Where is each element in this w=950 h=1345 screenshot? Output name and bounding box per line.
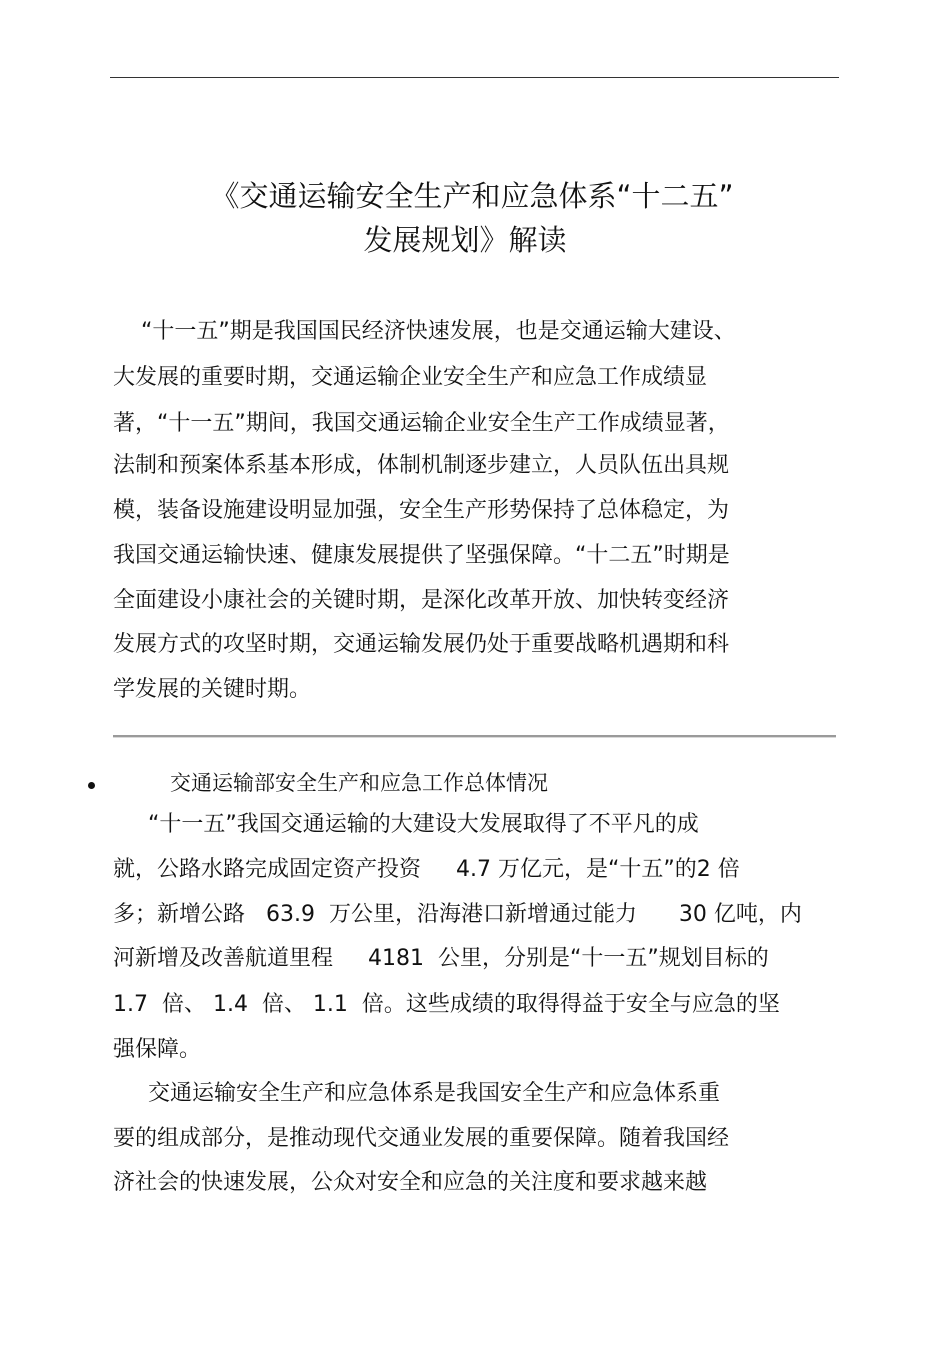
section-para-1-line: 河新增及改善航道里程 4181 公里，分别是“十一五”规划目标的 bbox=[113, 946, 769, 971]
intro-line: 全面建设小康社会的关键时期，是深化改革开放、加快转变经济 bbox=[113, 588, 730, 613]
section-heading: 交通运输部安全生产和应急工作总体情况 bbox=[170, 771, 548, 795]
section-para-1-line: 多；新增公路 63.9 万公里，沿海港口新增通过能力 30 亿吨，内 bbox=[113, 902, 802, 927]
section-para-2-line: 交通运输安全生产和应急体系是我国安全生产和应急体系重 bbox=[113, 1081, 720, 1106]
section-para-1-line: 就，公路水路完成固定资产投资 4.7 万亿元，是“十五”的2 倍 bbox=[113, 857, 740, 882]
intro-line: 我国交通运输快速、健康发展提供了坚强保障。“十二五”时期是 bbox=[113, 543, 730, 568]
section-divider bbox=[113, 735, 836, 738]
section-para-1-line: “十一五”我国交通运输的大建设大发展取得了不平凡的成 bbox=[113, 812, 699, 837]
section-para-2-line: 要的组成部分，是推动现代交通业发展的重要保障。随着我国经 bbox=[113, 1126, 730, 1151]
intro-line: 学发展的关键时期。 bbox=[113, 677, 312, 702]
intro-line: 发展方式的攻坚时期，交通运输发展仍处于重要战略机遇期和科 bbox=[113, 632, 730, 657]
document-title-line-2: 发展规划》解读 bbox=[363, 223, 567, 257]
bullet-icon bbox=[88, 782, 95, 789]
intro-line: 著，“十一五”期间，我国交通运输企业安全生产工作成绩显著， bbox=[113, 411, 730, 436]
intro-line: “十一五”期是我国国民经济快速发展，也是交通运输大建设、 bbox=[113, 319, 736, 344]
document-title-line-1: 《交通运输安全生产和应急体系“十二五” bbox=[210, 179, 734, 213]
section-para-1-line: 1.7 倍、 1.4 倍、 1.1 倍。这些成绩的取得得益于安全与应急的坚 bbox=[113, 992, 780, 1017]
intro-line: 模，装备设施建设明显加强，安全生产形势保持了总体稳定，为 bbox=[113, 498, 730, 523]
header-rule bbox=[110, 77, 839, 78]
section-para-2-line: 济社会的快速发展，公众对安全和应急的关注度和要求越来越 bbox=[113, 1170, 708, 1195]
intro-line: 大发展的重要时期，交通运输企业安全生产和应急工作成绩显 bbox=[113, 365, 708, 390]
intro-line: 法制和预案体系基本形成，体制机制逐步建立，人员队伍出具规 bbox=[113, 453, 730, 478]
section-para-1-line: 强保障。 bbox=[113, 1037, 202, 1062]
